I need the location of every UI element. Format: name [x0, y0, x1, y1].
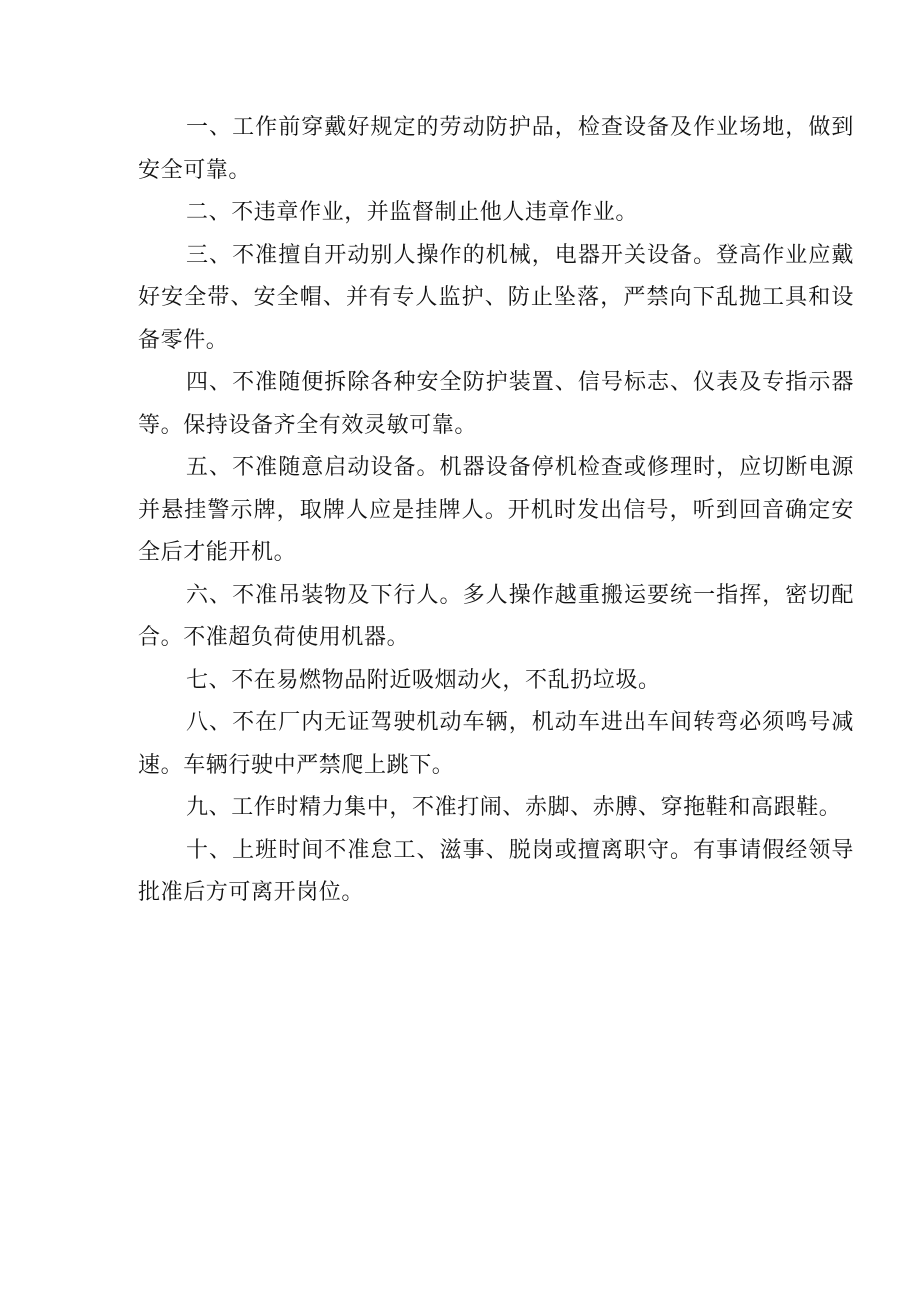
rule-item-8: 八、不在厂内无证驾驶机动车辆，机动车进出车间转弯必须鸣号减速。车辆行驶中严禁爬上跳下。 [138, 710, 854, 778]
safety-rules-list [138, 107, 854, 915]
rule-item-6: 六、不准吊装物及下行人。多人操作越重搬运要统一指挥，密切配合。不准超负荷使用机器。 [138, 582, 854, 650]
rule-item-2: 二、不违章作业，并监督制止他人违章作业。 [186, 200, 639, 225]
rule-item-4: 四、不准随便拆除各种安全防护装置、信号标志、仪表及专指示器等。保持设备齐全有效灵敏可靠。 [138, 370, 854, 438]
rule-item-10: 十、上班时间不准怠工、滋事、脱岗或擅离职守。有事请假经领导批准后方可离开岗位。 [138, 837, 854, 905]
rule-item-7: 七、不在易燃物品附近吸烟动火，不乱扔垃圾。 [186, 667, 661, 693]
rule-item-1: 一、工作前穿戴好规定的劳动防护品，检查设备及作业场地，做到安全可靠。 [138, 115, 854, 183]
rule-item-3: 三、不准擅自开动别人操作的机械，电器开关设备。登高作业应戴好安全带、安全帽、并有专人监护、防止坠落，严禁向下乱抛工具和设备零件。 [138, 242, 854, 353]
rule-item-5: 五、不准随意启动设备。机器设备停机检查或修理时，应切断电源并悬挂警示牌，取牌人应是挂牌人。开机时发出信号，听到回音确定安全后才能开机。 [138, 455, 854, 565]
rule-item-9: 九、工作时精力集中，不准打闹、赤脚、赤膊、穿拖鞋和高跟鞋。 [186, 795, 842, 820]
